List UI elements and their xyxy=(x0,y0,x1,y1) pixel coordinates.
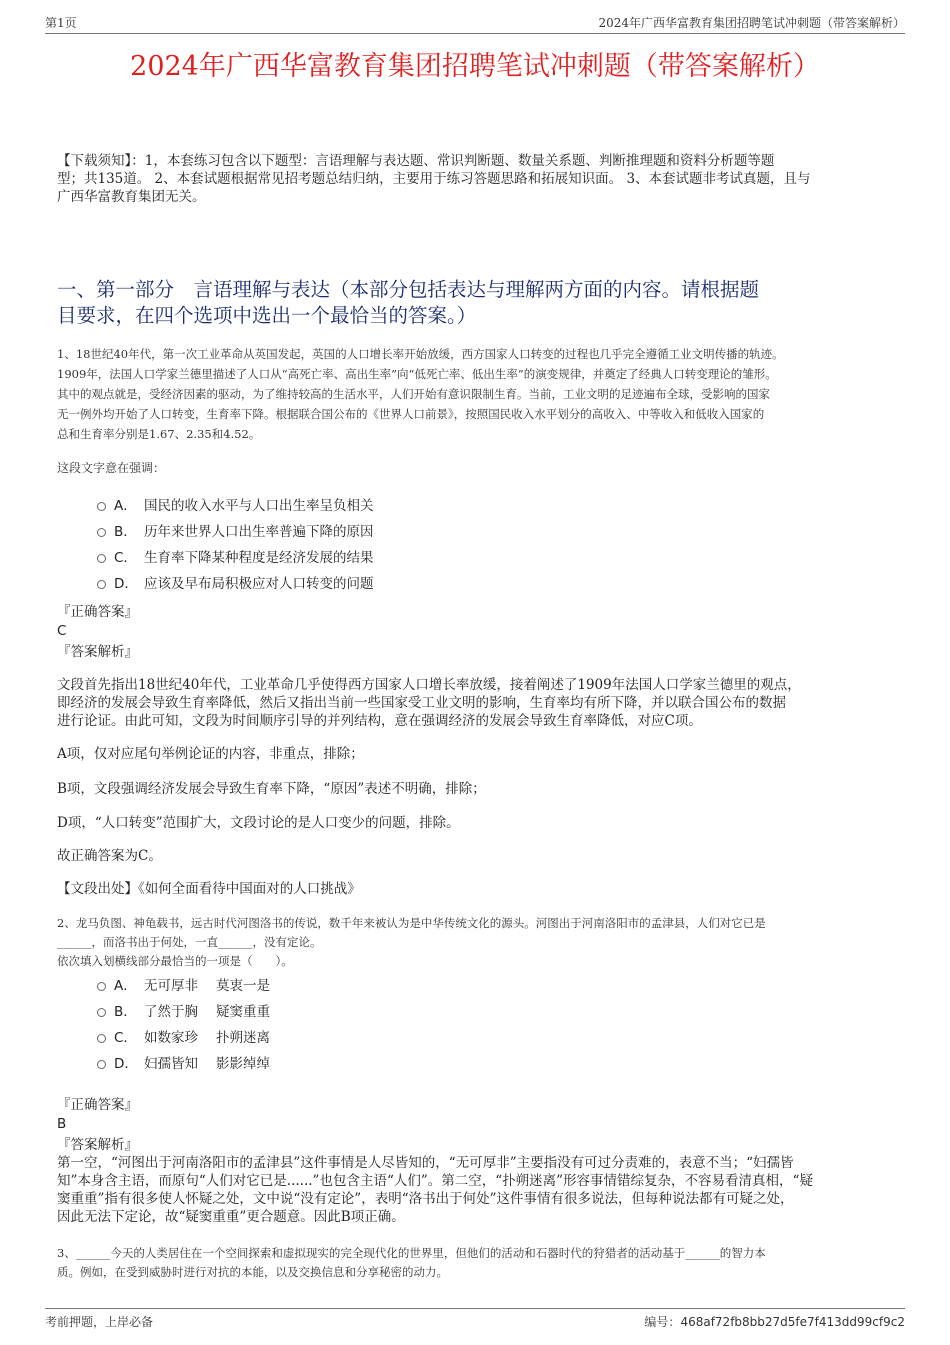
q2-analysis: 第一空，“河图出于河南洛阳市的孟津县”这件事情是人尽皆知的，“无可厚非”主要指没有可过分责难的，表意不当；“妇孺皆 知”本身含主语，而原句“人们对它已是......”也包含主语“人们”。第二空，“扑朔迷离”形容事情错综复杂，不容易看清真相，“疑 窦重重”指有很多使人怀疑之处，文中说“没有定论”，表明“洛书出于何处”这件事情有很多说法，但每种说法都有可疑之处， 因此无法下定论，故“疑窦重重”更合题意。因此B项正确。 xyxy=(57,1155,813,1225)
header-rule xyxy=(45,33,905,34)
q1-analysis-label: 『答案解析』 xyxy=(57,644,138,660)
footer-code: 编号：468af72fb8bb27d5fe7f413dd99cf9c2 xyxy=(644,1315,905,1329)
q1-answer: C xyxy=(57,623,67,639)
q1-source: 【文段出处】《如何全面看待中国面对的人口挑战》 xyxy=(57,881,361,897)
q1-note-a: A项，仅对应尾句举例论证的内容，非重点，排除； xyxy=(57,746,364,762)
header-doc-title: 2024年广西华富教育集团招聘笔试冲刺题（带答案解析） xyxy=(598,16,905,30)
q2-answer: B xyxy=(57,1116,67,1132)
radio-icon[interactable] xyxy=(97,982,106,991)
radio-icon[interactable] xyxy=(97,502,106,511)
question-3-stem: 3、______今天的人类居住在一个空间探索和虚拟现实的完全现代化的世界里，但他们的活动和石器时代的狩猎者的活动基于______的智力本 质。例如，在受到威胁时进行对抗的本能，以及交换信息和分享秘密的动力。 xyxy=(57,1246,766,1279)
q2-option-d[interactable]: D． 妇孺皆知 影影绰绰 xyxy=(97,1055,270,1073)
q1-option-b[interactable]: B． 历年来世界人口出生率普遍下降的原因 xyxy=(97,523,374,541)
question-1-stem: 1、18世纪40年代，第一次工业革命从英国发起，英国的人口增长率开始放缓，西方国家人口转变的过程也几乎完全遵循工业文明传播的轨迹。 1909年，法国人口学家兰德里描述了人口从“高死亡率、高出生率”向“低死亡率、低出生率”的演变规律，并奠定了经典人口转变理论的雏形。 其中的观点就是，受经济因素的驱动，为了维持较高的生活水平，人们开始有意识限制生育。当前，工业文明的足迹遍布全球，受影响的国家 无一例外均开始了人口转变，生育率下降。根据联合国公布的《世界人口前景》，按照国民收入水平划分的高收入、中等收入和低收入国家的 总和生育率分别是1.67、2.35和4.52。 xyxy=(57,347,784,441)
q1-analysis: 文段首先指出18世纪40年代，工业革命几乎使得西方国家人口增长率放缓，接着阐述了1909年法国人口学家兰德里的观点， 即经济的发展会导致生育率降低，然后又指出当前一些国家受工业文明的影响，生育率均有所下降，并以联合国公布的数据 进行论证。由此可知，文段为时间顺序引导的并列结构，意在强调经济的发展会导致生育率降低，对应C项。 xyxy=(57,677,801,729)
question-2-stem: 2、龙马负图、神龟载书，远古时代河图洛书的传说，数千年来被认为是中华传统文化的源头。河图出于河南洛阳市的孟津县，人们对它已是 ______，而洛书出于何处，一直______，没有定论。 依次填入划横线部分最恰当的一项是（ ）。 xyxy=(57,916,766,968)
q1-conclusion: 故正确答案为C。 xyxy=(57,848,162,864)
page-title: 2024年广西华富教育集团招聘笔试冲刺题（带答案解析） xyxy=(130,51,820,82)
q2-option-b[interactable]: B． 了然于胸 疑窦重重 xyxy=(97,1003,270,1021)
radio-icon[interactable] xyxy=(97,528,106,537)
section-heading: 一、第一部分 言语理解与表达（本部分包括表达与理解两方面的内容。请根据题 目要求，在四个选项中选出一个最恰当的答案。） xyxy=(57,278,760,327)
question-1-prompt: 这段文字意在强调： xyxy=(57,461,166,475)
q1-note-b: B项，文段强调经济发展会导致生育率下降，“原因”表述不明确，排除； xyxy=(57,781,486,797)
q1-answer-label: 『正确答案』 xyxy=(57,604,138,620)
q2-option-a[interactable]: A． 无可厚非 莫衷一是 xyxy=(97,977,270,995)
radio-icon[interactable] xyxy=(97,1034,106,1043)
q1-option-c[interactable]: C． 生育率下降某种程度是经济发展的结果 xyxy=(97,549,374,567)
q1-option-a[interactable]: A． 国民的收入水平与人口出生率呈负相关 xyxy=(97,497,374,515)
footer-rule xyxy=(45,1308,905,1309)
q2-answer-label: 『正确答案』 xyxy=(57,1097,138,1113)
page-number: 第1页 xyxy=(45,16,77,30)
q2-option-c[interactable]: C． 如数家珍 扑朔迷离 xyxy=(97,1029,270,1047)
radio-icon[interactable] xyxy=(97,580,106,589)
radio-icon[interactable] xyxy=(97,554,106,563)
q2-analysis-label: 『答案解析』 xyxy=(57,1137,138,1153)
radio-icon[interactable] xyxy=(97,1060,106,1069)
download-notice: 【下载须知】：1，本套练习包含以下题型：言语理解与表达题、常识判断题、数量关系题、判断推理题和资料分析题等题 型；共135道。 2、本套试题根据常见招考题总结归纳，主要用于练习答题思路和拓展知识面。 3、本套试题非考试真题，且与 广西华富教育集团无关。 xyxy=(57,153,811,205)
footer-slogan: 考前押题，上岸必备 xyxy=(45,1315,154,1329)
radio-icon[interactable] xyxy=(97,1008,106,1017)
q1-note-d: D项，“人口转变”范围扩大，文段讨论的是人口变少的问题，排除。 xyxy=(57,815,460,831)
q1-option-d[interactable]: D． 应该及早布局积极应对人口转变的问题 xyxy=(97,575,374,593)
